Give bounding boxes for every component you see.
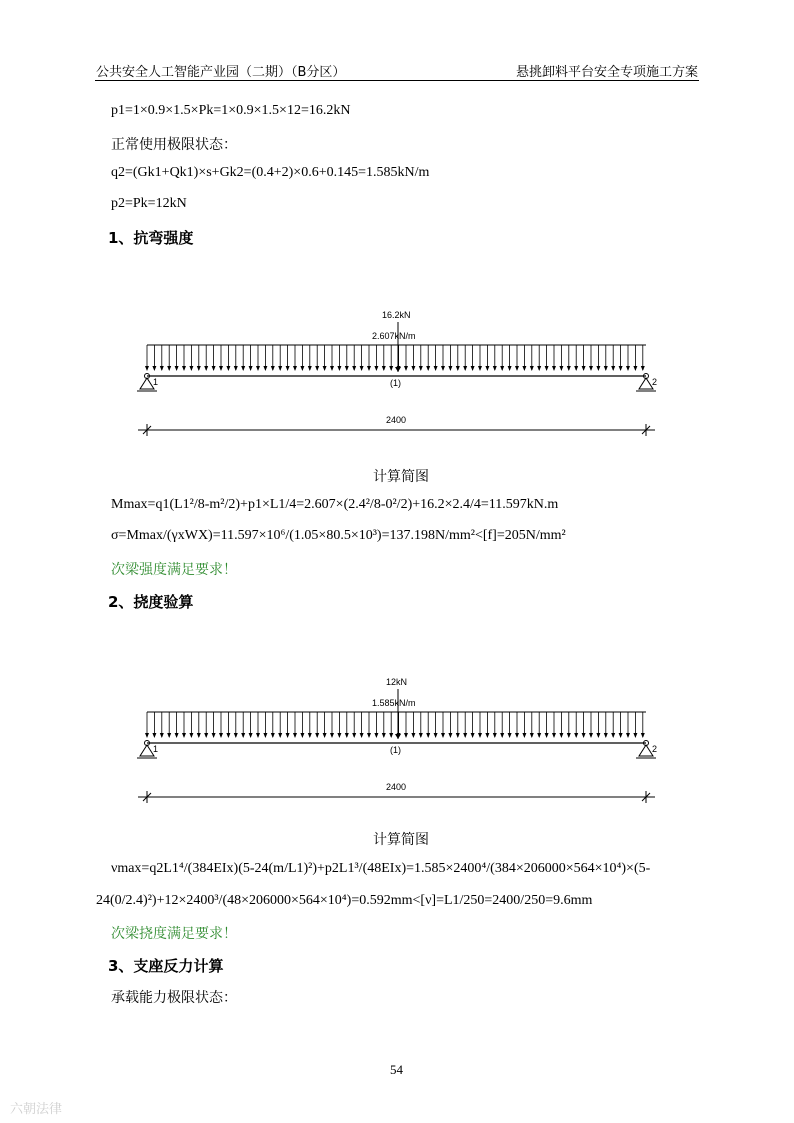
load-arrowhead — [485, 366, 489, 371]
load-arrowhead — [500, 733, 504, 738]
load-arrowhead — [337, 366, 341, 371]
load-arrowhead — [530, 366, 534, 371]
load-arrowhead — [463, 366, 467, 371]
stress-formula: σ=Mmax/(γxWX)=11.597×10⁶/(1.05×80.5×10³)=137.198N/mm²<[f]=205N/mm² — [111, 528, 566, 543]
load-arrowhead — [508, 733, 512, 738]
load-arrowhead — [411, 733, 415, 738]
load-arrowhead — [530, 733, 534, 738]
load-arrowhead — [241, 366, 245, 371]
load-arrowhead — [152, 733, 156, 738]
header-right: 悬挑卸料平台安全专项施工方案 — [515, 65, 698, 80]
node-1-label: 1 — [153, 377, 159, 387]
load-arrowhead — [537, 366, 541, 371]
load-arrowhead — [434, 366, 438, 371]
load-arrowhead — [300, 733, 304, 738]
load-arrowhead — [204, 733, 208, 738]
load-arrowhead — [167, 733, 171, 738]
load-arrowhead — [404, 366, 408, 371]
load-arrowhead — [300, 366, 304, 371]
load-arrowhead — [360, 733, 364, 738]
load-arrowhead — [345, 366, 349, 371]
load-arrowhead — [508, 366, 512, 371]
load-arrowhead — [374, 366, 378, 371]
load-arrowhead — [308, 366, 312, 371]
section-3-title: 3、支座反力计算 — [108, 957, 224, 975]
load-arrowhead — [234, 733, 238, 738]
load-arrowhead — [352, 733, 356, 738]
load-arrowhead — [182, 733, 186, 738]
beam-diagram-2 — [128, 667, 668, 817]
load-arrowhead — [286, 366, 290, 371]
load-arrowhead — [596, 366, 600, 371]
node-2-label: 2 — [652, 744, 658, 754]
load-arrowhead — [219, 733, 223, 738]
load-arrowhead — [574, 366, 578, 371]
load-arrowhead — [263, 733, 267, 738]
load-arrowhead — [619, 733, 623, 738]
load-arrowhead — [567, 366, 571, 371]
load-arrowhead — [478, 366, 482, 371]
deflection-formula-line1: νmax=q2L1⁴/(384EIx)(5-24(m/L1)²)+p2L1³/(48EIx)=1.585×2400⁴/(384×206000×564×10⁴)×(5- — [111, 861, 651, 876]
load-arrowhead — [574, 733, 578, 738]
load-arrowhead — [611, 733, 615, 738]
load-arrowhead — [604, 366, 608, 371]
load-arrowhead — [537, 733, 541, 738]
load-arrowhead — [463, 733, 467, 738]
load-arrowhead — [389, 733, 393, 738]
load-arrowhead — [278, 733, 282, 738]
load-arrowhead — [493, 733, 497, 738]
load-arrowhead — [323, 366, 327, 371]
ultimate-state-label: 承载能力极限状态： — [111, 990, 237, 1006]
caption-2: 计算简图 — [373, 832, 429, 848]
load-arrowhead — [493, 366, 497, 371]
load-arrowhead — [522, 366, 526, 371]
normal-state-label: 正常使用极限状态： — [111, 137, 237, 153]
load-arrowhead — [374, 733, 378, 738]
load-arrowhead — [596, 733, 600, 738]
load-arrowhead — [337, 733, 341, 738]
load-arrowhead — [330, 733, 334, 738]
load-arrowhead — [323, 733, 327, 738]
load-arrowhead — [278, 366, 282, 371]
load-arrowhead — [204, 366, 208, 371]
load-arrowhead — [515, 366, 519, 371]
node-1-label: 1 — [153, 744, 159, 754]
load-arrowhead — [212, 366, 216, 371]
strength-ok: 次梁强度满足要求！ — [111, 562, 237, 578]
load-arrowhead — [515, 733, 519, 738]
load-arrowhead — [160, 366, 164, 371]
load-arrowhead — [426, 366, 430, 371]
load-arrowhead — [315, 733, 319, 738]
load-arrowhead — [308, 733, 312, 738]
load-arrowhead — [448, 366, 452, 371]
p2-formula: p2=Pk=12kN — [111, 196, 187, 211]
load-arrowhead — [315, 366, 319, 371]
load-arrowhead — [212, 733, 216, 738]
q2-formula: q2=(Gk1+Qk1)×s+Gk2=(0.4+2)×0.6+0.145=1.585kN/m — [111, 165, 430, 180]
load-arrowhead — [271, 733, 275, 738]
span-label: (1) — [390, 378, 401, 388]
load-arrowhead — [582, 733, 586, 738]
watermark: 六朝法律 — [10, 1102, 63, 1117]
load-arrowhead — [589, 733, 593, 738]
load-arrowhead — [263, 366, 267, 371]
load-arrowhead — [241, 733, 245, 738]
load-arrowhead — [360, 366, 364, 371]
load-arrowhead — [626, 733, 630, 738]
caption-1: 计算简图 — [373, 469, 429, 485]
page-number: 54 — [390, 1062, 403, 1077]
load-arrowhead — [197, 366, 201, 371]
load-arrowhead — [219, 366, 223, 371]
header-rule — [95, 80, 699, 81]
dist-load-label: 1.585kN/m — [372, 698, 416, 708]
load-arrowhead — [382, 366, 386, 371]
beam-diagram-1 — [128, 300, 668, 450]
load-arrowhead — [167, 366, 171, 371]
load-arrowhead — [633, 733, 637, 738]
span-label: (1) — [390, 745, 401, 755]
load-arrowhead — [293, 733, 297, 738]
load-arrowhead — [189, 733, 193, 738]
load-arrowhead — [426, 733, 430, 738]
load-arrowhead — [249, 733, 253, 738]
load-arrowhead — [367, 366, 371, 371]
header-left: 公共安全人工智能产业园（二期）（B分区） — [96, 65, 346, 80]
load-arrowhead — [293, 366, 297, 371]
section-2-title: 2、挠度验算 — [108, 593, 194, 611]
load-arrowhead — [189, 366, 193, 371]
load-arrowhead — [389, 366, 393, 371]
load-arrowhead — [552, 366, 556, 371]
load-arrowhead — [619, 366, 623, 371]
load-arrowhead — [604, 733, 608, 738]
load-arrowhead — [345, 733, 349, 738]
load-arrowhead — [419, 733, 423, 738]
load-arrowhead — [160, 733, 164, 738]
deflection-ok: 次梁挠度满足要求！ — [111, 926, 237, 942]
point-load-label: 12kN — [386, 677, 408, 687]
load-arrowhead — [352, 366, 356, 371]
load-arrowhead — [567, 733, 571, 738]
load-arrowhead — [256, 733, 260, 738]
load-arrowhead — [249, 366, 253, 371]
load-arrowhead — [404, 733, 408, 738]
load-arrowhead — [471, 366, 475, 371]
load-arrowhead — [626, 366, 630, 371]
load-arrowhead — [456, 733, 460, 738]
load-arrowhead — [611, 366, 615, 371]
load-arrowhead — [441, 733, 445, 738]
load-arrowhead — [522, 733, 526, 738]
dist-load-label: 2.607kN/m — [372, 331, 416, 341]
load-arrowhead — [367, 733, 371, 738]
length-label: 2400 — [386, 782, 407, 792]
load-arrowhead — [485, 733, 489, 738]
load-arrowhead — [641, 366, 645, 371]
load-arrowhead — [582, 366, 586, 371]
load-arrowhead — [559, 366, 563, 371]
load-arrowhead — [545, 366, 549, 371]
load-arrowhead — [330, 366, 334, 371]
load-arrowhead — [441, 366, 445, 371]
load-arrowhead — [641, 733, 645, 738]
load-arrowhead — [448, 733, 452, 738]
load-arrowhead — [182, 366, 186, 371]
load-arrowhead — [226, 733, 230, 738]
node-2-label: 2 — [652, 377, 658, 387]
moment-formula: Mmax=q1(L1²/8-m²/2)+p1×L1/4=2.607×(2.4²/8-0²/2)+16.2×2.4/4=11.597kN.m — [111, 497, 559, 512]
load-arrowhead — [419, 366, 423, 371]
load-arrowhead — [256, 366, 260, 371]
load-arrowhead — [589, 366, 593, 371]
load-arrowhead — [226, 366, 230, 371]
load-arrowhead — [411, 366, 415, 371]
load-arrowhead — [552, 733, 556, 738]
load-arrowhead — [271, 366, 275, 371]
load-arrowhead — [456, 366, 460, 371]
load-arrowhead — [434, 733, 438, 738]
load-arrowhead — [478, 733, 482, 738]
load-arrowhead — [286, 733, 290, 738]
load-arrowhead — [145, 733, 149, 738]
length-label: 2400 — [386, 415, 407, 425]
load-arrowhead — [175, 733, 179, 738]
load-arrowhead — [175, 366, 179, 371]
p1-formula: p1=1×0.9×1.5×Pk=1×0.9×1.5×12=16.2kN — [111, 103, 351, 118]
load-arrowhead — [545, 733, 549, 738]
load-arrowhead — [234, 366, 238, 371]
load-arrowhead — [471, 733, 475, 738]
load-arrowhead — [500, 366, 504, 371]
section-1-title: 1、抗弯强度 — [108, 229, 194, 247]
deflection-formula-line2: 24(0/2.4)²)+12×2400³/(48×206000×564×10⁴)=0.592mm<[ν]=L1/250=2400/250=9.6mm — [96, 893, 593, 908]
load-arrowhead — [152, 366, 156, 371]
load-arrowhead — [559, 733, 563, 738]
load-arrowhead — [633, 366, 637, 371]
load-arrowhead — [145, 366, 149, 371]
load-arrowhead — [382, 733, 386, 738]
point-load-label: 16.2kN — [382, 310, 411, 320]
load-arrowhead — [197, 733, 201, 738]
